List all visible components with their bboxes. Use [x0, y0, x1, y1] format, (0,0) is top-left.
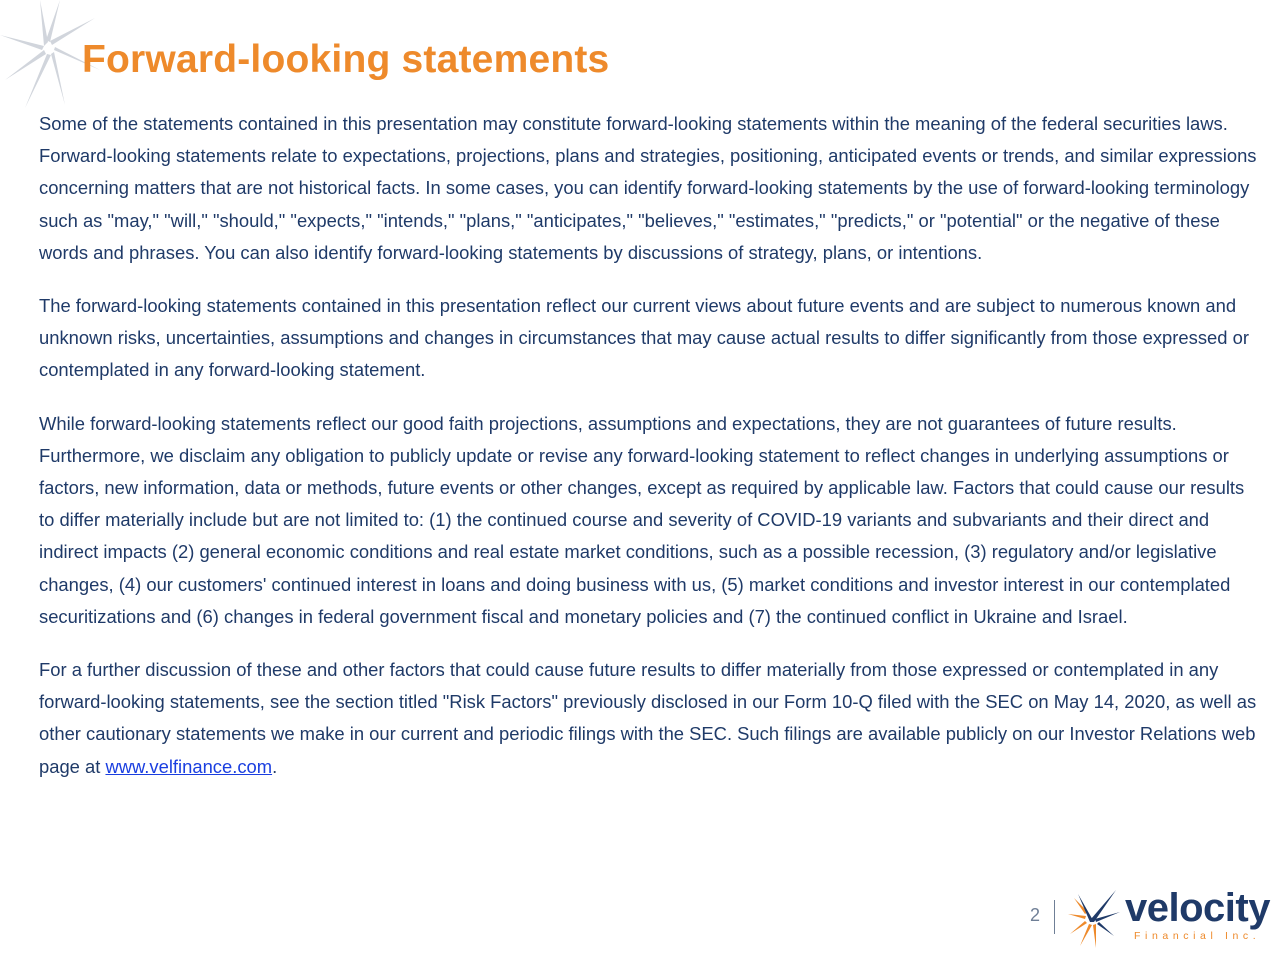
- paragraph-factors: While forward-looking statements reflect our good faith projections, assumptions and expectations, they are not guarantees of future results. Furthermore, we disclaim any obligation to publicly update or revise any forward-looking statement to reflect changes in underlying assumptions or factors, new information, data or methods, future events or other changes, except as required by applicable law. Factors that could cause our results to differ materially include but are not limited to: (1) the continued course and severity of COVID-19 variants and subvariants and their direct and indirect impacts (2) general economic conditions and real estate market conditions, such as a possible recession, (3) regulatory and/or legislative changes, (4) our customers' continued interest in loans and doing business with us, (5) market conditions and investor interest in our contemplated securitizations and (6) changes in federal government fiscal and monetary policies and (7) the continued conflict in Ukraine and Israel.: [39, 412, 1245, 627]
- paragraph-risks: The forward-looking statements contained in this presentation reflect our current views about future events and are subject to numerous known and unknown risks, uncertainties, assumptions and changes in circumstances that may cause actual results to differ significantly from those expressed or contemplated in any forward-looking statement.: [39, 295, 1249, 381]
- velocity-star-icon: [1066, 888, 1122, 950]
- paragraph-end-punctuation: .: [272, 755, 278, 777]
- paragraph-intro: Some of the statements contained in this presentation may constitute forward-looking statements within the meaning of the federal securities laws. Forward-looking statements relate to expectations, projections, plans and strategies, positioning, anticipated events or trends, and similar expressions concerning matters that are not historical facts. In some cases, you can identify forward-looking statements by the use of forward-looking terminology such as "may," "will," "should," "expects," "intends," "plans," "anticipates," "believes," "estimates," "predicts," or "potential" or the negative of these words and phrases. You can also identify forward-looking statements by discussions of strategy, plans, or intentions.: [39, 113, 1257, 263]
- logo-wordmark: velocity: [1125, 886, 1270, 930]
- logo-subtitle: Financial Inc.: [1134, 930, 1261, 942]
- paragraph-further-discussion: [39, 654, 1261, 783]
- page-title: Forward-looking statements: [82, 38, 610, 81]
- company-logo: [1066, 888, 1271, 950]
- investor-relations-link[interactable]: www.velfinance.com: [105, 755, 273, 777]
- footer-divider: [1054, 900, 1055, 934]
- page-number: 2: [1030, 905, 1041, 925]
- disclaimer-body: [39, 108, 1261, 804]
- paragraph-further-discussion-text: For a further discussion of these and other factors that could cause future results to differ materially from those expressed or contemplated in any forward-looking statements, see the section titled "Risk Factors" previously disclosed in our Form 10-Q filed with the SEC on May 14, 2020, as well as other cautionary statements we make in our current and periodic filings with the SEC. Such filings are available publicly on our Investor Relations web page at: [39, 659, 1257, 777]
